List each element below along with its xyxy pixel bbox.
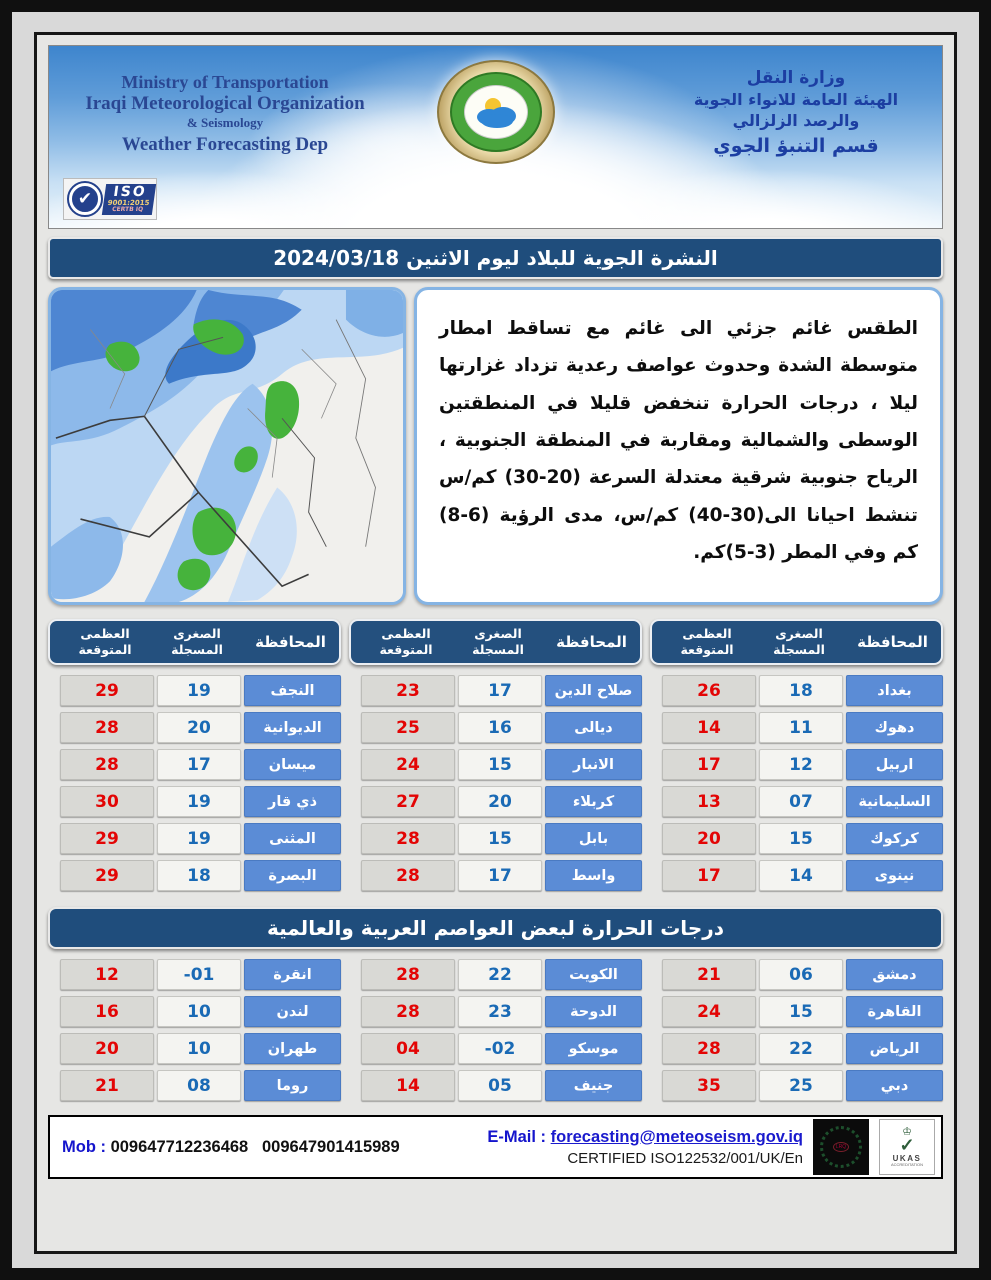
iso-label: ISO [112, 183, 148, 200]
table-row [650, 749, 943, 780]
precipitation-map-svg [51, 290, 403, 602]
header-max [660, 626, 754, 657]
header-min-bottom: المسجلة [773, 642, 825, 657]
min-temp-cell: 10 [157, 1033, 241, 1064]
ukas-sublabel: ACCREDITATION [890, 1162, 924, 1167]
max-temp-cell: 16 [60, 996, 154, 1027]
table-row [650, 675, 943, 706]
min-temp-cell: 17 [157, 749, 241, 780]
city-cell: روما [244, 1070, 341, 1101]
ministry-title-en: Ministry of Transportation [121, 72, 329, 92]
iso-cert-code: CERTB IQ [111, 205, 144, 213]
city-cell: كربلاء [545, 786, 642, 817]
bulletin-title-bar [48, 237, 943, 279]
table-row [650, 959, 943, 990]
capitals-rows-group-3 [48, 959, 341, 1101]
capitals-group-2 [349, 949, 642, 1101]
max-temp-cell: 24 [361, 749, 455, 780]
header-max-bottom: المتوقعة [680, 642, 734, 657]
max-temp-cell: 21 [60, 1070, 154, 1101]
city-cell: السليمانية [846, 786, 943, 817]
table-row [650, 860, 943, 891]
min-temp-cell: -01 [157, 959, 241, 990]
min-temp-cell: 20 [458, 786, 542, 817]
lrqa-ring [820, 1126, 862, 1168]
cloud-sun-icon [473, 95, 519, 129]
contact-footer [48, 1115, 943, 1179]
header-banner [48, 45, 943, 229]
header-max-top: العظمى [381, 626, 431, 642]
organization-title-ar: الهيئة العامة للانواء الجوية [693, 90, 899, 109]
header-max-bottom: المتوقعة [379, 642, 433, 657]
header-city: المحافظة [857, 633, 928, 651]
city-cell: طهران [244, 1033, 341, 1064]
lrqa-logo-icon [813, 1119, 869, 1175]
city-cell: المثنى [244, 823, 341, 854]
mobile-numbers [62, 1138, 400, 1157]
header-min-top: الصغرى [173, 626, 221, 642]
max-temp-cell: 17 [662, 749, 756, 780]
city-cell: الدوحة [545, 996, 642, 1027]
email-certified-block [487, 1128, 803, 1167]
header-min-top: الصغرى [474, 626, 522, 642]
city-cell: البصرة [244, 860, 341, 891]
table-row [48, 675, 341, 706]
min-temp-cell: 20 [157, 712, 241, 743]
temp-group-1 [650, 605, 943, 891]
mob-label: Mob : [62, 1137, 106, 1156]
header-min [456, 626, 540, 657]
ukas-logo-icon [879, 1119, 935, 1175]
city-cell: واسط [545, 860, 642, 891]
mob-number-2: 009647901415989 [262, 1137, 400, 1156]
header-min-bottom: المسجلة [472, 642, 524, 657]
bulletin-title: النشرة الجوية للبلاد ليوم الاثنين 2024/03/18 [273, 246, 718, 270]
table-header [48, 619, 341, 665]
min-temp-cell: 11 [759, 712, 843, 743]
max-temp-cell: 26 [662, 675, 756, 706]
max-temp-cell: 29 [60, 860, 154, 891]
table-row [650, 786, 943, 817]
seismology-title-en: & Seismology [186, 115, 264, 130]
max-temp-cell: 28 [361, 860, 455, 891]
max-temp-cell: 12 [60, 959, 154, 990]
map-forecast-row [48, 287, 943, 605]
table-row [650, 1033, 943, 1064]
header-min [155, 626, 239, 657]
min-temp-cell: 19 [157, 675, 241, 706]
header-city: المحافظة [255, 633, 326, 651]
header-arabic-block [666, 68, 926, 157]
max-temp-cell: 21 [662, 959, 756, 990]
iso-standard: 9001:2015 [107, 198, 150, 207]
temp-group-3 [48, 605, 341, 891]
min-temp-cell: -02 [458, 1033, 542, 1064]
min-temp-cell: 19 [157, 786, 241, 817]
table-row [349, 1070, 642, 1101]
forecast-text: الطقس غائم جزئي الى غائم مع تساقط امطار متوسطة الشدة وحدوث عواصف رعدية تزداد غزارتها ليلا ، درجات الحرارة تنخفض قليلا في المنطقتين الوسطى والشمالية ومقاربة في المنطقة الجنوبية ، الرياح جنوبية شرقية معتدلة السرعة (20-30) كم/س تنشط احيانا الى(30-40) كم/س، مدى الرؤية (6-8) كم وفي المطر (3-5)كم. [439, 318, 918, 564]
organization-title-en: Iraqi Meteorological Organization [85, 93, 365, 114]
city-cell: دمشق [846, 959, 943, 990]
table-row [650, 823, 943, 854]
city-cell: القاهرة [846, 996, 943, 1027]
header-english-block [65, 72, 385, 156]
city-cell: الديوانية [244, 712, 341, 743]
certified-text: CERTIFIED ISO122532/001/UK/En [567, 1149, 803, 1167]
ukas-label: UKAS [892, 1154, 922, 1163]
table-row [349, 749, 642, 780]
document-content [37, 35, 954, 1251]
city-cell: الانبار [545, 749, 642, 780]
header-max-top: العظمى [80, 626, 130, 642]
min-temp-cell: 22 [759, 1033, 843, 1064]
city-cell: لندن [244, 996, 341, 1027]
document-frame [34, 32, 957, 1254]
max-temp-cell: 28 [361, 996, 455, 1027]
forecast-text-box [414, 287, 943, 605]
organization-logo-icon [437, 60, 555, 164]
header-min-top: الصغرى [775, 626, 823, 642]
city-cell: دبي [846, 1070, 943, 1101]
city-cell: صلاح الدين [545, 675, 642, 706]
department-title-ar: قسم التنبؤ الجوي [713, 135, 879, 157]
capitals-group-1 [650, 949, 943, 1101]
max-temp-cell: 20 [662, 823, 756, 854]
capitals-group-3 [48, 949, 341, 1101]
table-row [48, 749, 341, 780]
max-temp-cell: 24 [662, 996, 756, 1027]
city-cell: انقرة [244, 959, 341, 990]
max-temp-cell: 29 [60, 675, 154, 706]
max-temp-cell: 27 [361, 786, 455, 817]
min-temp-cell: 08 [157, 1070, 241, 1101]
max-temp-cell: 28 [60, 749, 154, 780]
min-temp-cell: 12 [759, 749, 843, 780]
logo-green-ring [450, 72, 542, 152]
table-row [349, 959, 642, 990]
table-row [349, 675, 642, 706]
min-temp-cell: 15 [759, 823, 843, 854]
max-temp-cell: 28 [662, 1033, 756, 1064]
min-temp-cell: 19 [157, 823, 241, 854]
table-row [349, 996, 642, 1027]
header-max [359, 626, 453, 657]
header-max-top: العظمى [682, 626, 732, 642]
min-temp-cell: 25 [759, 1070, 843, 1101]
min-temp-cell: 23 [458, 996, 542, 1027]
city-cell: جنيف [545, 1070, 642, 1101]
max-temp-cell: 17 [662, 860, 756, 891]
max-temp-cell: 20 [60, 1033, 154, 1064]
min-temp-cell: 10 [157, 996, 241, 1027]
temp-table-headers-row [48, 605, 943, 891]
max-temp-cell: 28 [361, 959, 455, 990]
table-row [650, 996, 943, 1027]
temp-rows-group-1 [650, 675, 943, 891]
email-line [487, 1128, 803, 1147]
city-cell: الكويت [545, 959, 642, 990]
max-temp-cell: 14 [662, 712, 756, 743]
min-temp-cell: 17 [458, 860, 542, 891]
min-temp-cell: 05 [458, 1070, 542, 1101]
table-row [349, 712, 642, 743]
table-row [48, 786, 341, 817]
department-title-en: Weather Forecasting Dep [121, 134, 329, 155]
mob-number-1: 009647712236468 [110, 1137, 249, 1156]
city-cell: ديالى [545, 712, 642, 743]
city-cell: اربيل [846, 749, 943, 780]
table-row [349, 1033, 642, 1064]
seismic-title-ar: والرصد الزلزالي [732, 111, 860, 130]
min-temp-cell: 22 [458, 959, 542, 990]
header-city: المحافظة [556, 633, 627, 651]
city-cell: موسكو [545, 1033, 642, 1064]
min-temp-cell: 14 [759, 860, 843, 891]
header-max-bottom: المتوقعة [78, 642, 132, 657]
table-row [349, 823, 642, 854]
min-temp-cell: 15 [458, 823, 542, 854]
min-temp-cell: 15 [458, 749, 542, 780]
city-cell: بغداد [846, 675, 943, 706]
capitals-rows-group-2 [349, 959, 642, 1101]
precipitation-map [48, 287, 406, 605]
city-cell: الرياض [846, 1033, 943, 1064]
table-row [349, 786, 642, 817]
table-row [48, 860, 341, 891]
capitals-section-bar [48, 907, 943, 949]
iso-certification-badge [63, 178, 157, 220]
crown-icon: ♔ [902, 1126, 912, 1138]
min-temp-cell: 18 [759, 675, 843, 706]
max-temp-cell: 28 [60, 712, 154, 743]
city-cell: بابل [545, 823, 642, 854]
email-link[interactable]: forecasting@meteoseism.gov.iq [550, 1127, 803, 1146]
table-row [48, 1033, 341, 1064]
header-min-bottom: المسجلة [171, 642, 223, 657]
max-temp-cell: 13 [662, 786, 756, 817]
min-temp-cell: 17 [458, 675, 542, 706]
table-row [48, 823, 341, 854]
header-min [757, 626, 841, 657]
max-temp-cell: 28 [361, 823, 455, 854]
lrqa-center: LRQ [833, 1142, 849, 1152]
city-cell: ميسان [244, 749, 341, 780]
table-row [48, 1070, 341, 1101]
city-cell: كركوك [846, 823, 943, 854]
capitals-tables-row [48, 949, 943, 1101]
table-row [650, 1070, 943, 1101]
temp-rows-group-2 [349, 675, 642, 891]
table-header [349, 619, 642, 665]
temp-rows-group-3 [48, 675, 341, 891]
check-icon: ✓ [899, 1135, 915, 1155]
ministry-title-ar: وزارة النقل [746, 68, 846, 88]
city-cell: النجف [244, 675, 341, 706]
city-cell: ذي قار [244, 786, 341, 817]
table-row [349, 860, 642, 891]
max-temp-cell: 14 [361, 1070, 455, 1101]
max-temp-cell: 29 [60, 823, 154, 854]
min-temp-cell: 18 [157, 860, 241, 891]
min-temp-cell: 16 [458, 712, 542, 743]
table-row [48, 712, 341, 743]
temp-group-2 [349, 605, 642, 891]
capitals-section-title: درجات الحرارة لبعض العواصم العربية والعالمية [266, 916, 725, 940]
max-temp-cell: 30 [60, 786, 154, 817]
table-row [48, 959, 341, 990]
min-temp-cell: 06 [759, 959, 843, 990]
city-cell: دهوك [846, 712, 943, 743]
max-temp-cell: 25 [361, 712, 455, 743]
iso-checkmark-icon: ✔ [69, 183, 101, 215]
iso-badge-text [102, 184, 156, 215]
max-temp-cell: 23 [361, 675, 455, 706]
max-temp-cell: 04 [361, 1033, 455, 1064]
min-temp-cell: 07 [759, 786, 843, 817]
email-label: E-Mail : [487, 1127, 547, 1146]
table-header [650, 619, 943, 665]
header-max [58, 626, 152, 657]
logo-center [464, 85, 528, 139]
max-temp-cell: 35 [662, 1070, 756, 1101]
table-row [650, 712, 943, 743]
city-cell: نينوى [846, 860, 943, 891]
min-temp-cell: 15 [759, 996, 843, 1027]
page-background [12, 12, 979, 1268]
table-row [48, 996, 341, 1027]
capitals-rows-group-1 [650, 959, 943, 1101]
